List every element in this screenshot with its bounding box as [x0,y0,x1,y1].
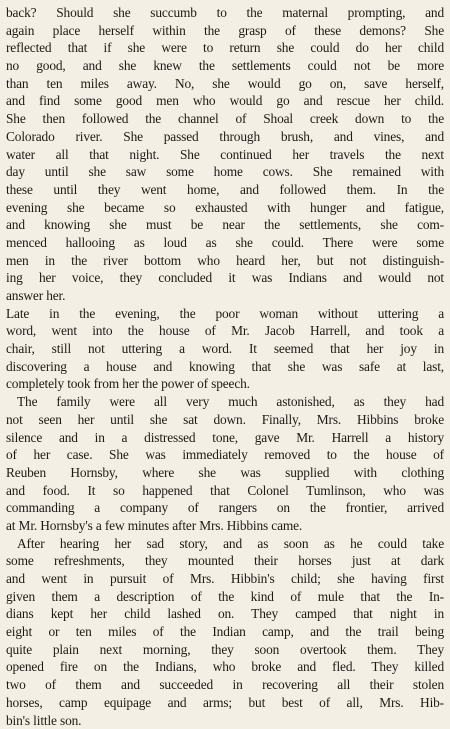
text-line: silence and in a distressed tone, gave Mr. Harrell a history [6,429,444,447]
text-line: answer her. [6,287,444,305]
text-line: again place herself within the grasp of these demons? She [6,22,444,40]
paragraph-4 [6,535,444,729]
text-line: back? Should she succumb to the maternal prompting, and [6,4,444,22]
text-line: discovering a house and knowing that she was safe at last, [6,358,444,376]
text-line: ing her voice, they concluded it was Indians and would not [6,269,444,287]
text-line: and find some good men who would go and rescue her child. [6,92,444,110]
text-line: at Mr. Hornsby's a few minutes after Mrs. Hibbins came. [6,517,444,535]
text-line: quite plain next morning, they soon overtook them. They [6,641,444,659]
text-line: men in the river bottom who heard her, but not distinguish- [6,252,444,270]
text-line: completely took from her the power of speech. [6,375,444,393]
text-line: opened fire on the Indians, who broke and fled. They killed [6,658,444,676]
text-line: reflected that if she were to return she could do her child [6,39,444,57]
text-line: water all that night. She continued her travels the next [6,146,444,164]
text-line: bin's little son. [6,712,444,729]
text-line: horses, camp equipage and arms; but best of all, Mrs. Hib- [6,694,444,712]
text-line: day until she saw some home cows. She remained with [6,163,444,181]
text-line: Colorado river. She passed through brush, and vines, and [6,128,444,146]
text-line: chair, still not uttering a word. It seemed that her joy in [6,340,444,358]
text-line: not seen her until she sat down. Finally, Mrs. Hibbins broke [6,411,444,429]
text-line: She then followed the channel of Shoal creek down to the [6,110,444,128]
text-line: than ten miles away. No, she would go on, save herself, [6,75,444,93]
text-line: some refreshments, they mounted their horses just at dark [6,552,444,570]
text-line: dians kept her child lashed on. They camped that night in [6,605,444,623]
paragraph-3 [6,393,444,535]
text-line: and went in pursuit of Mrs. Hibbin's child; she having first [6,570,444,588]
text-line: word, went into the house of Mr. Jacob Harrell, and took a [6,322,444,340]
text-line: two of them and succeeded in recovering all their stolen [6,676,444,694]
text-line: commanding a company of rangers on the frontier, arrived [6,499,444,517]
text-line: After hearing her sad story, and as soon as he could take [6,535,444,553]
text-line: given them a description of the kind of mule that the In- [6,588,444,606]
book-page [6,4,444,729]
text-line: Reuben Hornsby, where she was supplied with clothing [6,464,444,482]
text-line: eight or ten miles of the Indian camp, and the trail being [6,623,444,641]
text-line: and food. It so happened that Colonel Tumlinson, who was [6,482,444,500]
text-line: no good, and she knew the settlements could not be more [6,57,444,75]
paragraph-1 [6,4,444,305]
text-line: menced hallooing as loud as she could. There were some [6,234,444,252]
text-line: these until they went home, and followed them. In the [6,181,444,199]
text-line: evening she became so exhausted with hunger and fatigue, [6,199,444,217]
text-line: The family were all very much astonished, as they had [6,393,444,411]
text-line: Late in the evening, the poor woman without uttering a [6,305,444,323]
paragraph-2 [6,305,444,393]
text-line: of her case. She was immediately removed to the house of [6,446,444,464]
text-line: and knowing she must be near the settlements, she com- [6,216,444,234]
